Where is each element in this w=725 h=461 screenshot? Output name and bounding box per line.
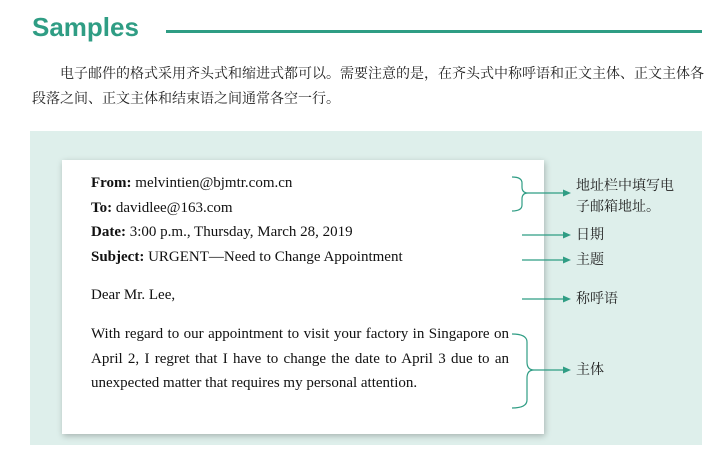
annotation-salutation: 称呼语: [576, 291, 618, 307]
intro-paragraph: 电子邮件的格式采用齐头式和缩进式都可以。需要注意的是，在齐头式中称呼语和正文主体、正文主体各段落之间、正文主体和结束语之间通常各空一行。: [32, 66, 704, 107]
annotation-address: [576, 176, 674, 218]
section-title: Samples: [32, 12, 139, 42]
salutation-arrowhead: [563, 296, 571, 303]
from-value: melvintien@bjmtr.com.cn: [135, 175, 293, 191]
date-arrowhead: [563, 232, 571, 239]
from-label: From:: [91, 175, 132, 191]
subject-arrowhead: [563, 257, 571, 264]
subject-value: URGENT—Need to Change Appointment: [148, 249, 403, 265]
annotation-date: 日期: [576, 227, 604, 243]
email-body: With regard to our appointment to visit your factory in Singapore on April 2, I regret that I have to change the date to April 3 due to an unexpected matter that requires my personal attention.: [91, 326, 509, 391]
body-arrowhead: [563, 367, 571, 374]
annotation-body: 主体: [576, 362, 604, 378]
annotation-address-line2: 子邮箱地址。: [576, 199, 660, 215]
address-arrowhead: [563, 190, 571, 197]
annotation-address-line1: 地址栏中填写电: [576, 178, 674, 194]
salutation-line: Dear Mr. Lee,: [91, 287, 176, 303]
date-label: Date:: [91, 224, 126, 240]
to-label: To:: [91, 200, 113, 216]
subject-label: Subject:: [91, 249, 145, 265]
address-brace: [512, 177, 528, 211]
to-value: davidlee@163.com: [115, 200, 233, 216]
date-value: 3:00 p.m., Thursday, March 28, 2019: [129, 224, 353, 240]
body-brace: [512, 334, 534, 408]
annotation-subject: 主题: [576, 252, 604, 268]
